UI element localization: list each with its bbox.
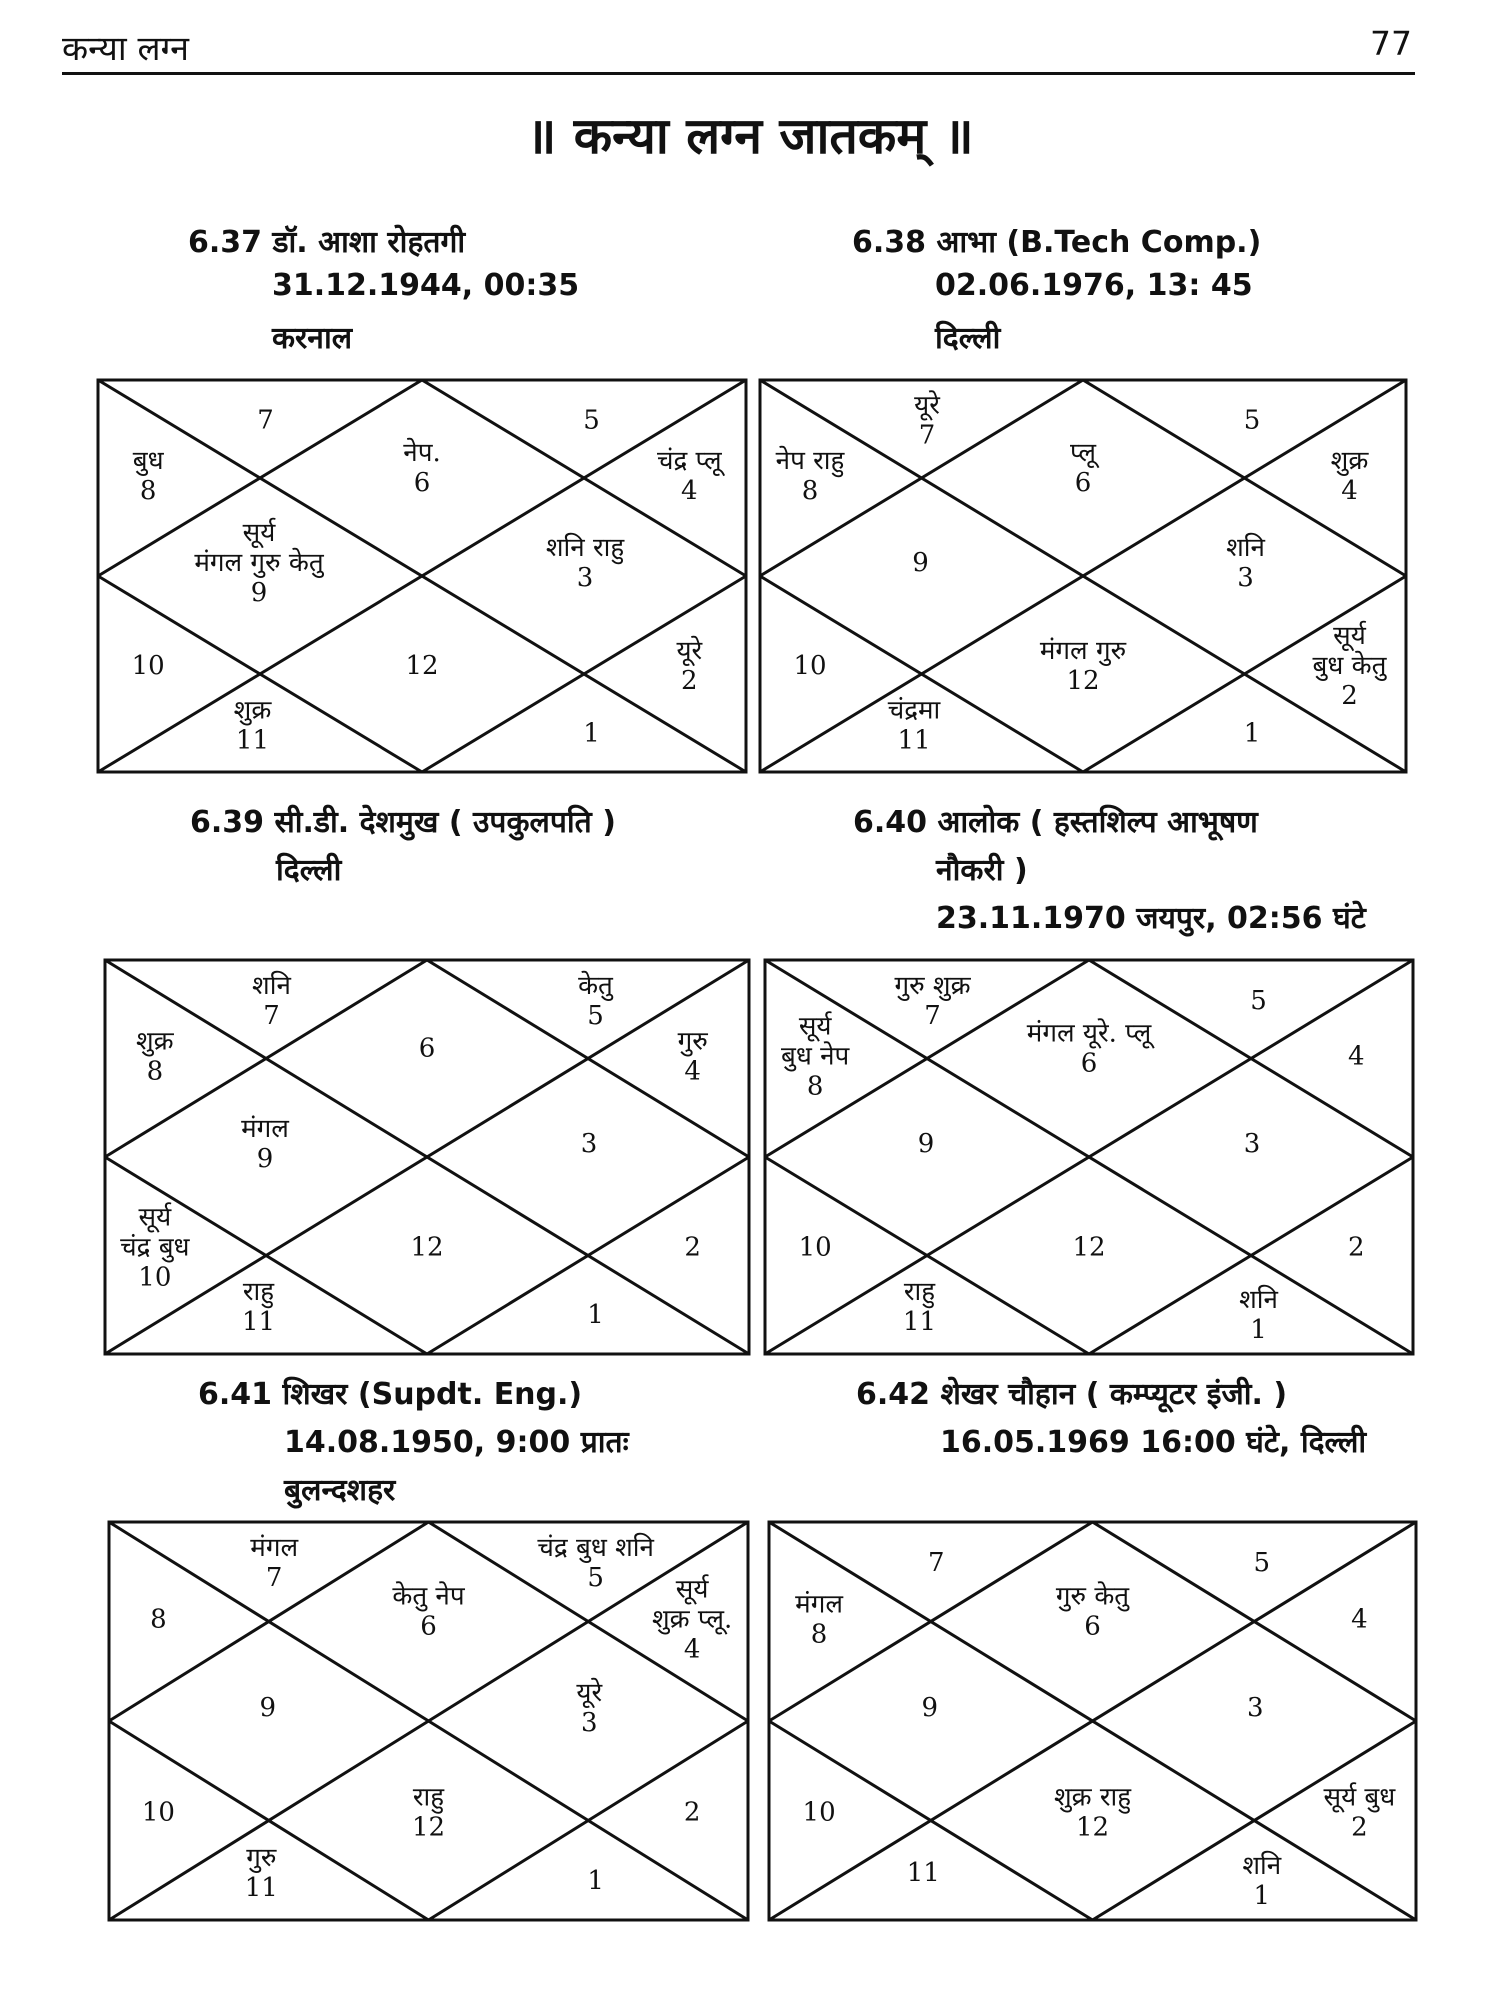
- house-10: [793, 651, 826, 681]
- house-planets: शनि राहु: [545, 533, 625, 564]
- house-number: 6: [1080, 1048, 1098, 1079]
- house-planets: शुक्र: [1330, 446, 1369, 476]
- house-11: [245, 1843, 278, 1903]
- horoscope-chart-6-38: [758, 378, 1408, 774]
- house-10: [142, 1797, 175, 1827]
- house-6: [1070, 438, 1100, 498]
- house-number: 11: [906, 1857, 940, 1888]
- house-number: 1: [1250, 1315, 1267, 1346]
- house-planets: चंद्र बुध शनि: [537, 1533, 654, 1564]
- house-5: [578, 970, 614, 1031]
- house-number: 10: [798, 1232, 832, 1263]
- house-number: 3: [1237, 563, 1254, 594]
- house-7: [252, 970, 291, 1031]
- house-number: 6: [1074, 468, 1092, 499]
- house-number: 10: [131, 651, 165, 682]
- house-9: [194, 517, 324, 608]
- house-number: 1: [1253, 1880, 1271, 1911]
- header-rule: [62, 72, 1415, 75]
- house-planets: सूर्य: [242, 518, 276, 549]
- house-4: [1351, 1605, 1368, 1635]
- house-6: [392, 1580, 465, 1641]
- house-5: [537, 1532, 654, 1593]
- house-1: [587, 1300, 604, 1330]
- house-number: 10: [141, 1797, 175, 1828]
- house-number: 12: [411, 1812, 446, 1843]
- house-2: [1324, 1781, 1397, 1842]
- house-planets: शनि: [1226, 533, 1265, 564]
- house-planets: मंगल: [241, 1114, 289, 1145]
- house-11: [903, 1277, 936, 1337]
- house-number: 4: [1341, 476, 1358, 506]
- house-number: 7: [257, 405, 274, 436]
- house-planets: चंद्रमा: [887, 695, 941, 726]
- horoscope-chart-6-40: [763, 958, 1415, 1356]
- chart-caption-6-37-line-1: 6.37 डॉ. आशा रोहतगी: [188, 225, 466, 260]
- house-number: 1: [1243, 718, 1261, 749]
- house-number: 2: [1341, 681, 1358, 712]
- house-number: 11: [244, 1872, 278, 1903]
- house-number: 1: [587, 1300, 604, 1331]
- house-planets: सूर्य: [798, 1011, 832, 1042]
- house-number: 8: [139, 476, 157, 506]
- house-number: 12: [405, 651, 439, 682]
- house-number: 2: [683, 1797, 701, 1828]
- house-planets: नेप.: [403, 438, 441, 469]
- chart-caption-6-40-line-1: 6.40 आलोक ( हस्तशिल्प आभूषण: [853, 805, 1258, 840]
- house-11: [234, 695, 273, 755]
- house-number: 5: [1250, 985, 1267, 1016]
- horoscope-chart-6-39: [103, 958, 751, 1356]
- house-number: 2: [1348, 1232, 1365, 1263]
- chart-caption-6-38-line-2: 02.06.1976, 13: 45: [935, 268, 1253, 303]
- house-number: 10: [793, 651, 827, 682]
- house-number: 11: [897, 725, 931, 756]
- house-number: 9: [250, 578, 268, 609]
- house-7: [914, 390, 941, 451]
- house-5: [1250, 986, 1267, 1016]
- house-planets: केतु: [578, 970, 613, 1001]
- house-number: 9: [921, 1692, 939, 1723]
- house-number: 10: [138, 1262, 172, 1293]
- house-number: 6: [1084, 1611, 1101, 1642]
- house-planets: शुक्र: [136, 1026, 174, 1057]
- house-3: [1247, 1693, 1264, 1723]
- house-number: 11: [241, 1307, 276, 1338]
- house-number: 6: [413, 468, 431, 499]
- house-12: [410, 1233, 443, 1263]
- house-8: [136, 1027, 175, 1087]
- house-1: [587, 1866, 604, 1896]
- house-number: 6: [420, 1611, 437, 1642]
- house-12: [1072, 1233, 1105, 1263]
- house-number: 9: [259, 1692, 277, 1723]
- chart-caption-6-37-line-2: 31.12.1944, 00:35: [272, 268, 580, 303]
- house-number: 3: [576, 563, 594, 594]
- house-number: 8: [146, 1056, 164, 1087]
- house-planets: राहु: [242, 1277, 275, 1308]
- house-5: [1244, 406, 1261, 436]
- chart-caption-6-42-line-2: 16.05.1969 16:00 घंटे, दिल्ली: [940, 1425, 1367, 1460]
- house-number: 1: [583, 718, 600, 749]
- chart-caption-6-38-line-3: दिल्ली: [935, 321, 1001, 356]
- house-8: [781, 1011, 851, 1102]
- house-8: [133, 446, 165, 506]
- house-4: [657, 446, 726, 506]
- house-planets: सूर्य: [138, 1202, 172, 1233]
- house-4: [1331, 446, 1370, 506]
- house-8: [795, 1590, 843, 1650]
- house-3: [546, 532, 625, 593]
- house-planets: सूर्य: [675, 1574, 709, 1605]
- house-planets: चंद्र प्लू: [656, 446, 722, 476]
- house-4: [678, 1027, 709, 1087]
- house-11: [907, 1858, 940, 1888]
- house-planets: शनि: [1242, 1850, 1282, 1881]
- house-number: 8: [806, 1071, 824, 1102]
- chart-caption-6-42-line-1: 6.42 शेखर चौहान ( कम्प्यूटर इंजी. ): [856, 1377, 1288, 1412]
- house-planets: केतु नेप: [392, 1581, 465, 1612]
- house-planets: यूरे: [676, 636, 703, 667]
- house-1: [1244, 718, 1261, 748]
- house-planets: शुक्र: [233, 695, 272, 726]
- house-number: 9: [256, 1144, 274, 1175]
- house-planets: मंगल गुरु केतु: [194, 548, 324, 579]
- house-2: [676, 635, 703, 696]
- chart-caption-6-41-line-2: 14.08.1950, 9:00 प्रातः: [284, 1425, 629, 1460]
- page-title: ॥ कन्या लग्न जातकम् ॥: [526, 106, 974, 165]
- house-3: [576, 1677, 603, 1738]
- house-planets: राहु: [412, 1782, 445, 1813]
- house-number: 3: [580, 1707, 598, 1738]
- house-number: 4: [1348, 1041, 1365, 1072]
- chart-caption-6-40-line-3: 23.11.1970 जयपुर, 02:56 घंटे: [936, 901, 1366, 936]
- house-number: 4: [681, 476, 698, 506]
- house-number: 2: [681, 666, 698, 697]
- house-6: [419, 1034, 436, 1064]
- house-planets: शनि: [252, 970, 291, 1001]
- house-planets: राहु: [903, 1277, 936, 1308]
- house-5: [1253, 1548, 1270, 1578]
- house-number: 11: [235, 725, 270, 756]
- house-number: 1: [587, 1865, 604, 1896]
- house-planets: शनि: [1239, 1285, 1278, 1316]
- chart-caption-6-41-line-1: 6.41 शिखर (Supdt. Eng.): [198, 1377, 583, 1412]
- chart-caption-6-38-line-1: 6.38 आभा (B.Tech Comp.): [852, 225, 1262, 260]
- house-planets: गुरु केतु: [1055, 1581, 1130, 1612]
- house-10: [132, 651, 165, 681]
- house-9: [918, 1129, 935, 1159]
- house-number: 3: [1246, 1692, 1264, 1723]
- house-9: [241, 1114, 289, 1174]
- house-9: [921, 1693, 938, 1723]
- house-4: [1348, 1042, 1365, 1072]
- house-number: 3: [580, 1129, 598, 1160]
- chart-caption-6-39-line-1: 6.39 सी.डी. देशमुख ( उपकुलपति ): [190, 805, 616, 840]
- house-number: 11: [902, 1307, 937, 1338]
- house-6: [403, 437, 440, 498]
- house-planets: बुध: [132, 446, 164, 476]
- house-6: [1027, 1018, 1155, 1079]
- horoscope-chart-6-37: [96, 378, 748, 774]
- chart-caption-6-39-line-2: दिल्ली: [276, 853, 342, 888]
- house-planets: मंगल गुरु: [1039, 636, 1127, 667]
- running-header: कन्या लग्न: [62, 29, 189, 69]
- house-number: 7: [265, 1563, 283, 1594]
- house-11: [242, 1277, 275, 1337]
- house-7: [250, 1533, 298, 1593]
- house-number: 4: [683, 1634, 701, 1665]
- house-planets: प्लू: [1069, 438, 1097, 469]
- house-9: [259, 1693, 276, 1723]
- house-number: 10: [802, 1797, 836, 1828]
- house-8: [776, 445, 846, 506]
- house-planets: मंगल: [250, 1533, 299, 1564]
- house-12: [412, 1782, 445, 1842]
- house-3: [1244, 1129, 1261, 1159]
- house-planets: चंद्र बुध: [120, 1232, 190, 1263]
- house-3: [1226, 532, 1265, 593]
- house-number: 8: [810, 1619, 828, 1650]
- house-7: [894, 971, 971, 1031]
- house-planets: बुध केतु: [1312, 651, 1387, 682]
- house-4: [652, 1574, 732, 1665]
- house-number: 9: [917, 1129, 935, 1160]
- house-planets: बुध नेप: [781, 1041, 850, 1072]
- house-number: 9: [912, 548, 929, 579]
- house-8: [150, 1605, 167, 1635]
- house-7: [257, 406, 274, 436]
- house-number: 5: [587, 1563, 604, 1594]
- chart-caption-6-37-line-3: करनाल: [272, 321, 353, 356]
- house-number: 7: [918, 420, 936, 451]
- house-10: [803, 1797, 836, 1827]
- house-planets: सूर्य: [1333, 621, 1366, 652]
- house-6: [1056, 1580, 1130, 1641]
- house-number: 6: [418, 1033, 436, 1064]
- house-7: [928, 1548, 945, 1578]
- house-5: [583, 406, 600, 436]
- house-number: 12: [410, 1232, 444, 1263]
- house-1: [1239, 1284, 1278, 1345]
- horoscope-chart-6-42: [767, 1520, 1418, 1922]
- house-number: 5: [587, 1000, 604, 1031]
- house-planets: नेप राहु: [775, 446, 845, 476]
- house-planets: शुक्र राहु: [1053, 1782, 1132, 1813]
- house-number: 7: [263, 1000, 280, 1031]
- house-3: [581, 1129, 598, 1159]
- house-number: 5: [583, 405, 600, 436]
- horoscope-chart-6-41: [107, 1520, 750, 1922]
- house-number: 5: [1243, 405, 1261, 436]
- house-2: [1313, 620, 1388, 711]
- chart-caption-6-41-line-3: बुलन्दशहर: [284, 1473, 396, 1508]
- house-12: [405, 651, 438, 681]
- house-1: [1242, 1850, 1281, 1911]
- house-number: 7: [927, 1548, 945, 1579]
- house-planets: यूरे: [576, 1677, 603, 1708]
- house-number: 12: [1066, 666, 1100, 697]
- house-planets: मंगल: [795, 1589, 843, 1620]
- house-planets: गुरु शुक्र: [894, 970, 971, 1001]
- chart-caption-6-40-line-2: नौकरी ): [936, 853, 1028, 888]
- house-planets: गुरु: [677, 1026, 708, 1057]
- house-2: [684, 1233, 701, 1263]
- house-number: 8: [801, 476, 819, 506]
- house-10: [120, 1202, 190, 1293]
- house-number: 5: [1253, 1548, 1271, 1579]
- house-1: [583, 718, 600, 748]
- house-planets: सूर्य बुध: [1323, 1782, 1396, 1813]
- house-planets: गुरु: [246, 1842, 277, 1873]
- house-planets: यूरे: [914, 390, 940, 421]
- house-2: [684, 1797, 701, 1827]
- house-12: [1054, 1782, 1132, 1842]
- house-10: [799, 1233, 832, 1263]
- house-number: 7: [924, 1000, 941, 1031]
- house-number: 3: [1243, 1129, 1261, 1160]
- house-number: 8: [150, 1604, 167, 1635]
- house-number: 2: [684, 1232, 701, 1263]
- house-planets: शुक्र प्लू.: [651, 1604, 733, 1635]
- house-number: 12: [1072, 1232, 1106, 1263]
- house-number: 4: [684, 1056, 701, 1087]
- house-number: 12: [1075, 1812, 1110, 1843]
- house-number: 4: [1351, 1604, 1368, 1635]
- house-planets: मंगल यूरे. प्लू: [1026, 1018, 1152, 1049]
- house-number: 2: [1351, 1812, 1368, 1843]
- house-12: [1040, 636, 1127, 696]
- house-9: [912, 548, 929, 578]
- house-2: [1348, 1233, 1365, 1263]
- page-number: 77: [1370, 24, 1412, 63]
- house-11: [888, 695, 942, 755]
